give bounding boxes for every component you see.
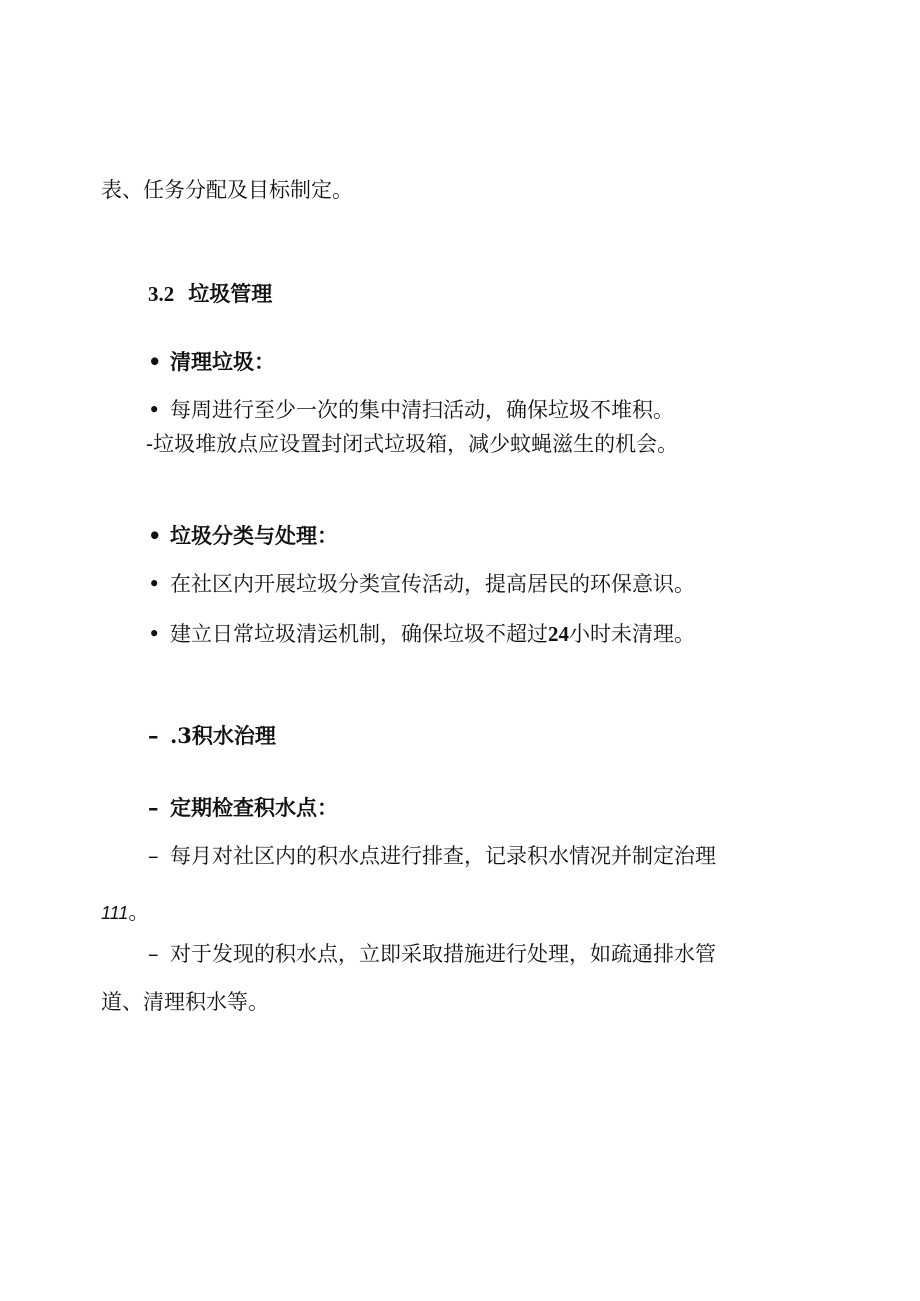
cleanup-item-bins bbox=[146, 430, 678, 458]
cleanup-item-weekly bbox=[148, 396, 674, 424]
cleanup-heading-text: 清理垃圾： bbox=[170, 349, 275, 374]
continuation-number: 111 bbox=[101, 903, 129, 923]
water-check-item-monthly bbox=[148, 842, 716, 870]
water-check-item-response-continuation bbox=[101, 988, 269, 1016]
bullet-icon: • bbox=[148, 622, 161, 646]
bullet-icon: • bbox=[148, 349, 162, 374]
sorting-item-campaign-text: 在社区内开展垃圾分类宣传活动，提高居民的环保意识。 bbox=[170, 572, 695, 596]
cleanup-heading bbox=[148, 348, 275, 376]
dash-icon: – bbox=[148, 942, 159, 966]
dash-icon: – bbox=[148, 795, 159, 820]
continuation-text-content: 表、任务分配及目标制定。 bbox=[101, 178, 353, 202]
water-check-item-response-text: 对于发现的积水点，立即采取措施进行处理，如疏通排水管 bbox=[170, 942, 716, 966]
water-check-item-response-continuation-text: 道、清理积水等。 bbox=[101, 990, 269, 1014]
section-heading-3-2 bbox=[148, 280, 272, 308]
cleanup-item-weekly-text: 每周进行至少一次的集中清扫活动，确保垃圾不堆积。 bbox=[170, 398, 674, 422]
sorting-item-collection-text: 建立日常垃圾清运机制，确保垃圾不超过 bbox=[170, 622, 548, 646]
section-number: 3.2 bbox=[148, 282, 175, 306]
cleanup-item-bins-text: -垃圾堆放点应设置封闭式垃圾箱，减少蚊蝇滋生的机会。 bbox=[146, 432, 679, 456]
water-check-item-monthly-continuation bbox=[101, 898, 149, 927]
section-title: 垃圾管理 bbox=[188, 281, 273, 306]
bullet-icon: • bbox=[148, 523, 162, 548]
dash-icon: – bbox=[148, 844, 159, 868]
hours-number: 24 bbox=[548, 622, 569, 646]
section-title: .3积水治理 bbox=[170, 723, 276, 748]
sorting-item-campaign bbox=[148, 570, 695, 598]
water-check-heading-text: 定期检查积水点： bbox=[170, 795, 338, 820]
dash-icon: – bbox=[148, 723, 159, 748]
continuation-text bbox=[101, 176, 353, 204]
section-heading-3-3 bbox=[148, 722, 276, 750]
bullet-icon: • bbox=[148, 572, 161, 596]
sorting-heading-text: 垃圾分类与处理： bbox=[170, 523, 338, 548]
water-check-item-monthly-text: 每月对社区内的积水点进行排查，记录积水情况并制定治理 bbox=[170, 844, 716, 868]
sorting-item-collection bbox=[148, 620, 695, 648]
water-check-item-response bbox=[148, 940, 716, 968]
bullet-icon: • bbox=[148, 398, 161, 422]
sorting-heading bbox=[148, 522, 338, 550]
water-check-heading bbox=[148, 794, 338, 822]
sorting-item-collection-tail: 小时未清理。 bbox=[569, 622, 695, 646]
continuation-tail: 。 bbox=[128, 900, 150, 924]
